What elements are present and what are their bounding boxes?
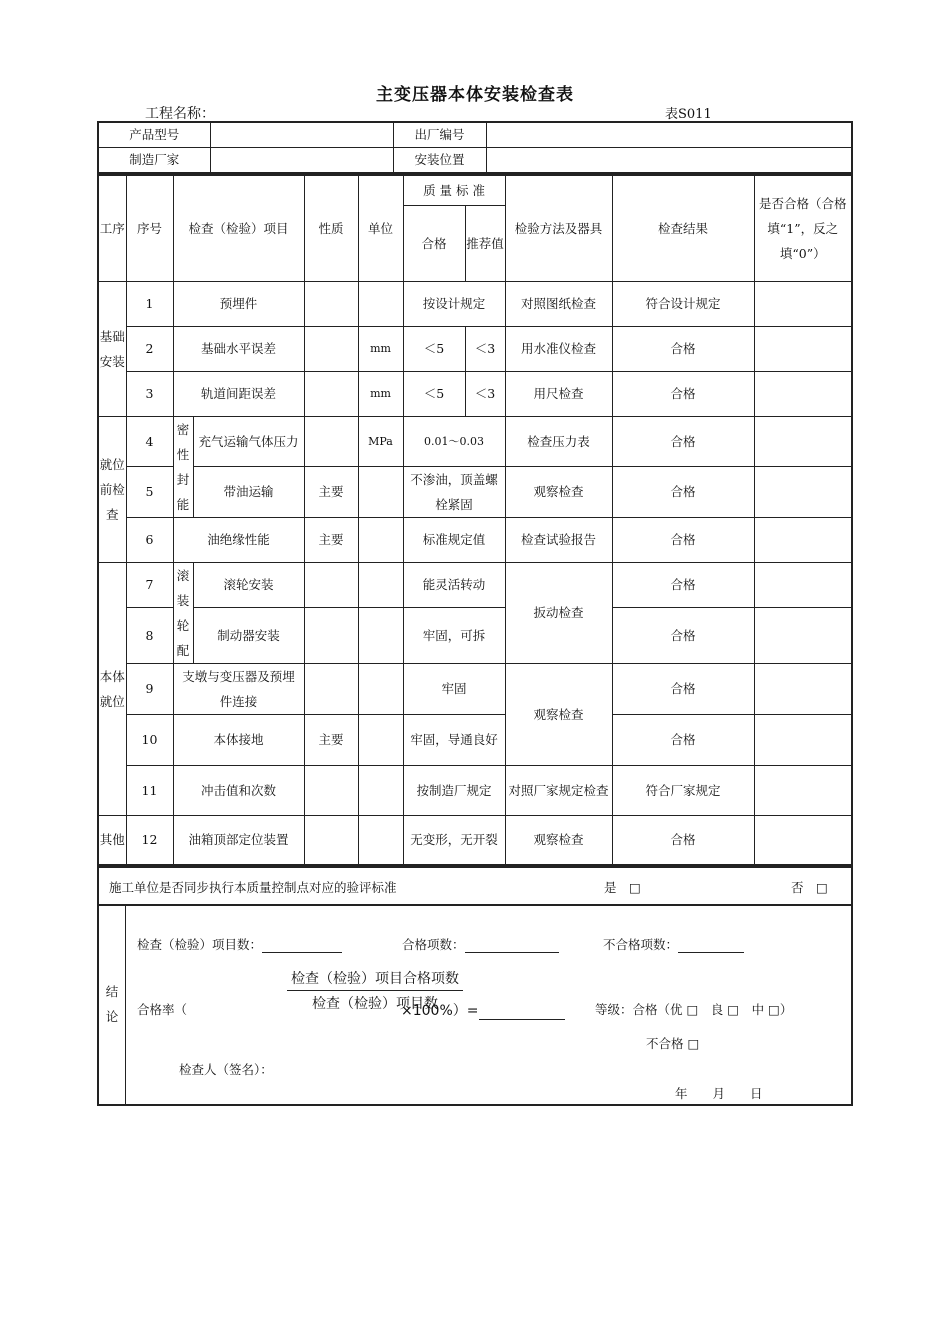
result-cell: 合格 <box>612 562 754 607</box>
location-field[interactable] <box>486 148 852 174</box>
unit-cell <box>358 815 403 865</box>
col-item: 检查（检验）项目 <box>173 175 304 281</box>
unit-cell <box>358 607 403 663</box>
pass-cell: ＜5 <box>403 371 465 416</box>
item-cell: 充气运输气体压力 <box>193 416 304 466</box>
standard-cell: 牢固，导通良好 <box>403 714 505 765</box>
unit-cell <box>358 517 403 562</box>
subgroup-roller: 滚装轮配 <box>173 562 193 663</box>
col-qualified: 是否合格（合格填“1”，反之填“0”） <box>754 175 852 281</box>
standard-cell: 按制造厂规定 <box>403 765 505 815</box>
table-row <box>98 281 852 326</box>
table-row <box>98 663 852 714</box>
recommend-cell: ＜3 <box>465 326 505 371</box>
nature-cell <box>304 765 358 815</box>
header-row-1 <box>98 122 852 148</box>
seq-cell: 2 <box>126 326 173 371</box>
header-row-2 <box>98 148 852 174</box>
qualified-field[interactable] <box>754 663 852 714</box>
result-cell: 合格 <box>612 466 754 517</box>
item-cell: 油箱顶部定位装置 <box>173 815 304 865</box>
result-cell: 合格 <box>612 607 754 663</box>
method-cell: 观察检查 <box>505 663 612 765</box>
unqualified-checkbox[interactable]: 不合格 □ <box>646 1036 700 1051</box>
col-seq: 序号 <box>126 175 173 281</box>
col-process: 工序 <box>98 175 126 281</box>
rate-tail-row <box>401 1000 565 1020</box>
nature-cell <box>304 326 358 371</box>
table-row <box>98 416 852 466</box>
seq-cell: 8 <box>126 607 173 663</box>
seq-cell: 4 <box>126 416 173 466</box>
unit-cell <box>358 466 403 517</box>
col-result: 检查结果 <box>612 175 754 281</box>
fraction-numerator: 检查（检验）项目合格项数 <box>287 968 463 991</box>
group-body-placement: 本体就位 <box>98 562 126 815</box>
standard-compliance-row <box>97 866 853 906</box>
qualified-field[interactable] <box>754 466 852 517</box>
standard-cell: 牢固，可拆 <box>403 607 505 663</box>
table-row <box>98 562 852 607</box>
seq-cell: 9 <box>126 663 173 714</box>
seq-cell: 3 <box>126 371 173 416</box>
item-cell: 基础水平误差 <box>173 326 304 371</box>
nature-cell <box>304 815 358 865</box>
result-cell: 合格 <box>612 371 754 416</box>
standard-cell: 不渗油，顶盖螺栓紧固 <box>403 466 505 517</box>
inspector-signature-label: 检查人（签名）： <box>179 1062 273 1077</box>
result-cell: 符合厂家规定 <box>612 765 754 815</box>
header-table <box>97 121 853 174</box>
rate-label: 合格率（ <box>137 1002 188 1017</box>
qualified-field[interactable] <box>754 517 852 562</box>
seq-cell: 10 <box>126 714 173 765</box>
method-cell: 对照图纸检查 <box>505 281 612 326</box>
form-number: 表S011 <box>665 107 712 122</box>
item-cell: 轨道间距误差 <box>173 371 304 416</box>
group-other: 其他 <box>98 815 126 865</box>
conclusion-section <box>97 904 853 1106</box>
result-cell: 合格 <box>612 663 754 714</box>
seq-cell: 11 <box>126 765 173 815</box>
result-cell: 合格 <box>612 815 754 865</box>
column-header-row-1 <box>98 175 852 205</box>
rate-tail: ×100%）= <box>401 1003 479 1019</box>
standard-cell: 无变形，无开裂 <box>403 815 505 865</box>
page-title: 主变压器本体安装检查表 <box>376 85 574 105</box>
method-cell: 观察检查 <box>505 466 612 517</box>
seq-cell: 6 <box>126 517 173 562</box>
standard-cell: 标准规定值 <box>403 517 505 562</box>
item-cell: 滚轮安装 <box>193 562 304 607</box>
serial-no-field[interactable] <box>486 122 852 148</box>
table-row <box>98 607 852 663</box>
standard-cell: 0.01～0.03 <box>403 416 505 466</box>
item-cell: 本体接地 <box>173 714 304 765</box>
nature-cell: 主要 <box>304 714 358 765</box>
unit-cell <box>358 281 403 326</box>
table-row <box>98 326 852 371</box>
method-cell: 检查压力表 <box>505 416 612 466</box>
table-row <box>98 517 852 562</box>
method-cell: 用尺检查 <box>505 371 612 416</box>
item-cell: 冲击值和次数 <box>173 765 304 815</box>
unit-cell: mm <box>358 326 403 371</box>
standard-cell: 牢固 <box>403 663 505 714</box>
item-count-field[interactable] <box>262 938 342 953</box>
project-name-label: 工程名称： <box>145 106 215 122</box>
result-cell: 合格 <box>612 416 754 466</box>
qualified-field[interactable] <box>754 815 852 865</box>
col-method: 检验方法及器具 <box>505 175 612 281</box>
location-label: 安装位置 <box>393 148 486 174</box>
result-cell: 合格 <box>612 326 754 371</box>
product-model-label: 产品型号 <box>98 122 210 148</box>
nature-cell <box>304 562 358 607</box>
qualified-field[interactable] <box>754 714 852 765</box>
group-foundation: 基础安装 <box>98 281 126 416</box>
fraction-denominator: 检查（检验）项目数 <box>312 996 438 1012</box>
product-model-field[interactable] <box>210 122 393 148</box>
fail-count-row <box>603 935 744 953</box>
compliance-yes-checkbox[interactable]: 是 □ <box>604 880 641 895</box>
col-unit: 单位 <box>358 175 403 281</box>
qualified-field[interactable] <box>754 765 852 815</box>
col-quality: 质 量 标 准 <box>403 175 505 205</box>
date-field[interactable]: 年 月 日 <box>675 1086 763 1101</box>
method-cell: 用水准仪检查 <box>505 326 612 371</box>
pass-cell: ＜5 <box>403 326 465 371</box>
nature-cell: 主要 <box>304 466 358 517</box>
conclusion-label: 结论 <box>99 904 126 1104</box>
item-cell: 支墩与变压器及预埋件连接 <box>173 663 304 714</box>
manufacturer-label: 制造厂家 <box>98 148 210 174</box>
item-count-label: 检查（检验）项目数： <box>137 937 263 952</box>
col-nature: 性质 <box>304 175 358 281</box>
unit-cell: MPa <box>358 416 403 466</box>
rate-field[interactable] <box>479 1005 565 1020</box>
qualified-field[interactable] <box>754 371 852 416</box>
method-cell: 扳动检查 <box>505 562 612 663</box>
unit-cell <box>358 663 403 714</box>
nature-cell <box>304 416 358 466</box>
seq-cell: 7 <box>126 562 173 607</box>
pass-count-field[interactable] <box>465 938 559 953</box>
qualified-field[interactable] <box>754 416 852 466</box>
nature-cell <box>304 281 358 326</box>
item-cell: 制动器安装 <box>193 607 304 663</box>
method-cell: 对照厂家规定检查 <box>505 765 612 815</box>
pass-count-label: 合格项数： <box>402 937 465 952</box>
table-row <box>98 466 852 517</box>
qualified-field[interactable] <box>754 281 852 326</box>
seq-cell: 1 <box>126 281 173 326</box>
unit-cell: mm <box>358 371 403 416</box>
compliance-question: 施工单位是否同步执行本质量控制点对应的验评标准 <box>109 880 397 895</box>
nature-cell: 主要 <box>304 517 358 562</box>
qualified-field[interactable] <box>754 562 852 607</box>
unit-cell <box>358 714 403 765</box>
item-cell: 油绝缘性能 <box>173 517 304 562</box>
qualified-field[interactable] <box>754 607 852 663</box>
col-pass: 合格 <box>403 205 465 281</box>
item-cell: 带油运输 <box>193 466 304 517</box>
fail-count-field[interactable] <box>678 938 744 953</box>
standard-cell: 按设计规定 <box>403 281 505 326</box>
grade-options[interactable]: 等级：合格（优 □ 良 □ 中 □） <box>595 1002 793 1017</box>
manufacturer-field[interactable] <box>210 148 393 174</box>
nature-cell <box>304 371 358 416</box>
compliance-no-checkbox[interactable]: 否 □ <box>791 880 828 895</box>
nature-cell <box>304 663 358 714</box>
recommend-cell: ＜3 <box>465 371 505 416</box>
group-pre-check: 就位前检查 <box>98 416 126 562</box>
item-cell: 预埋件 <box>173 281 304 326</box>
result-cell: 合格 <box>612 714 754 765</box>
unit-cell <box>358 562 403 607</box>
table-row <box>98 815 852 865</box>
item-count-row <box>137 935 342 953</box>
result-cell: 合格 <box>612 517 754 562</box>
nature-cell <box>304 607 358 663</box>
table-row <box>98 371 852 416</box>
inspection-table <box>97 174 853 866</box>
unit-cell <box>358 765 403 815</box>
standard-cell: 能灵活转动 <box>403 562 505 607</box>
seq-cell: 12 <box>126 815 173 865</box>
seq-cell: 5 <box>126 466 173 517</box>
pass-count-row <box>402 935 559 953</box>
method-cell: 检查试验报告 <box>505 517 612 562</box>
serial-no-label: 出厂编号 <box>393 122 486 148</box>
table-row <box>98 714 852 765</box>
qualified-field[interactable] <box>754 326 852 371</box>
result-cell: 符合设计规定 <box>612 281 754 326</box>
method-cell: 观察检查 <box>505 815 612 865</box>
fail-count-label: 不合格项数： <box>603 937 679 952</box>
col-recommend: 推荐值 <box>465 205 505 281</box>
subgroup-sealing: 密性封能 <box>173 416 193 517</box>
table-row <box>98 765 852 815</box>
